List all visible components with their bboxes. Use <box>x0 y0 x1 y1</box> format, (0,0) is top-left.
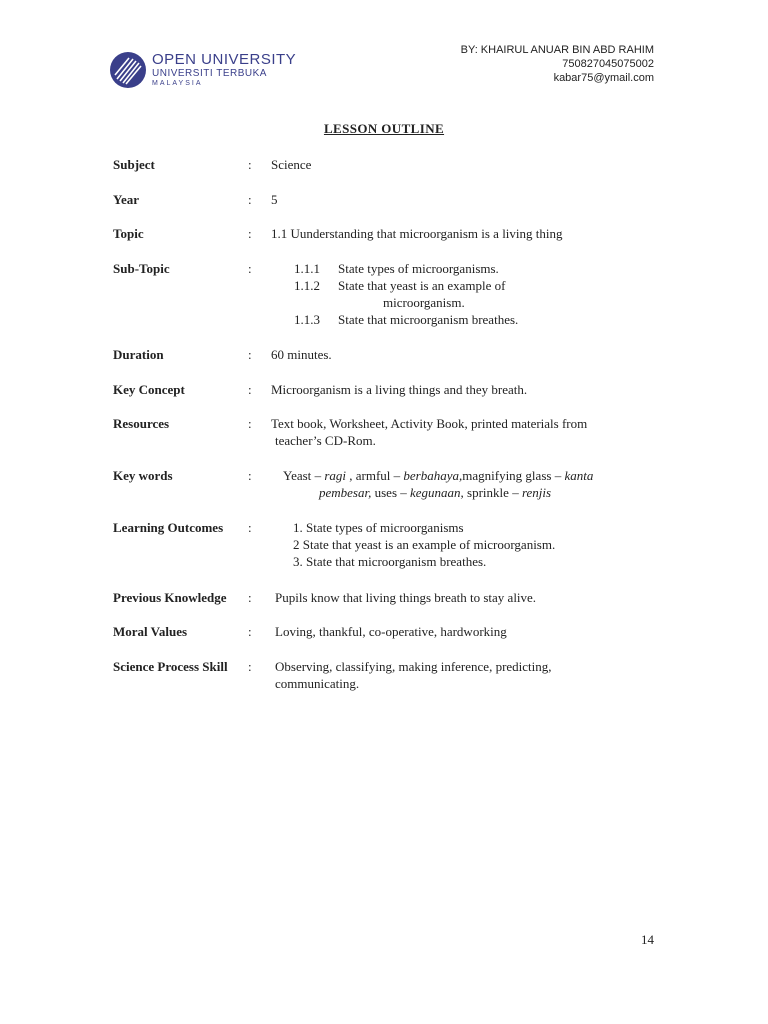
colon: : <box>248 659 252 674</box>
colon: : <box>248 347 252 362</box>
list-item: 2 State that yeast is an example of microorganism. <box>293 537 556 552</box>
author-name: BY: KHAIRUL ANUAR BIN ABD RAHIM <box>460 44 654 56</box>
field-label: Subject <box>113 157 155 172</box>
colon: : <box>248 520 252 535</box>
colon: : <box>248 468 252 483</box>
field-label: Resources <box>113 416 170 431</box>
field-label: Key words <box>113 468 173 483</box>
field-label: Key Concept <box>113 382 185 397</box>
field-label: Year <box>113 192 139 207</box>
list-item: 1. State types of microorganisms <box>293 520 464 535</box>
field-label: Previous Knowledge <box>113 590 227 605</box>
list-item: microorganism. <box>383 295 465 310</box>
colon: : <box>248 624 252 639</box>
field-label: Duration <box>113 347 164 362</box>
author-id: 750827045075002 <box>562 58 654 70</box>
colon: : <box>248 416 252 431</box>
field-value: Microorganism is a living things and they breath. <box>271 382 528 397</box>
field-label: Science Process Skill <box>113 659 228 674</box>
field-value: 60 minutes. <box>271 347 332 362</box>
field-value: Loving, thankful, co-operative, hardworking <box>275 624 507 639</box>
colon: : <box>248 590 252 605</box>
subtopic-list <box>294 260 518 328</box>
field-label: Moral Values <box>113 624 188 639</box>
logo-line-3: MALAYSIA <box>152 80 203 87</box>
open-university-logo <box>108 50 308 92</box>
field-value: Pupils know that living things breath to stay alive. <box>275 590 537 605</box>
field-label: Sub-Topic <box>113 261 170 276</box>
logo-line-1: OPEN UNIVERSITY <box>152 51 297 68</box>
field-value: 1.1 Uunderstanding that microorganism is a living thing <box>271 226 563 241</box>
field-value: Yeast – ragi , armful – berbahaya,magnifying glass – kanta pembesar, uses – kegunaan, sprinkle – renjis <box>283 468 594 500</box>
page-number: 14 <box>641 932 654 947</box>
colon: : <box>248 261 252 276</box>
colon: : <box>248 192 252 207</box>
field-value: Science <box>271 157 312 172</box>
colon: : <box>248 226 252 241</box>
colon: : <box>248 157 252 172</box>
list-item: 1.1.2 State that yeast is an example of <box>294 278 506 293</box>
field-value: Text book, Worksheet, Activity Book, printed materials from teacher’s CD-Rom. <box>271 416 588 448</box>
author-email: kabar75@ymail.com <box>553 72 654 84</box>
university-logo-icon <box>108 50 148 90</box>
list-item: 1.1.1 State types of microorganisms. <box>294 261 499 276</box>
outcomes-list <box>293 519 555 570</box>
colon: : <box>248 382 252 397</box>
field-label: Learning Outcomes <box>113 520 224 535</box>
author-block <box>461 43 654 85</box>
list-item: 3. State that microorganism breathes. <box>293 554 487 569</box>
field-label: Topic <box>113 226 144 241</box>
logo-line-2: UNIVERSITI TERBUKA <box>152 68 267 79</box>
list-item: 1.1.3 State that microorganism breathes. <box>294 312 519 327</box>
field-value: Observing, classifying, making inference, predicting, communicating. <box>275 659 552 691</box>
page-title: LESSON OUTLINE <box>323 121 445 136</box>
field-value: 5 <box>271 192 278 207</box>
